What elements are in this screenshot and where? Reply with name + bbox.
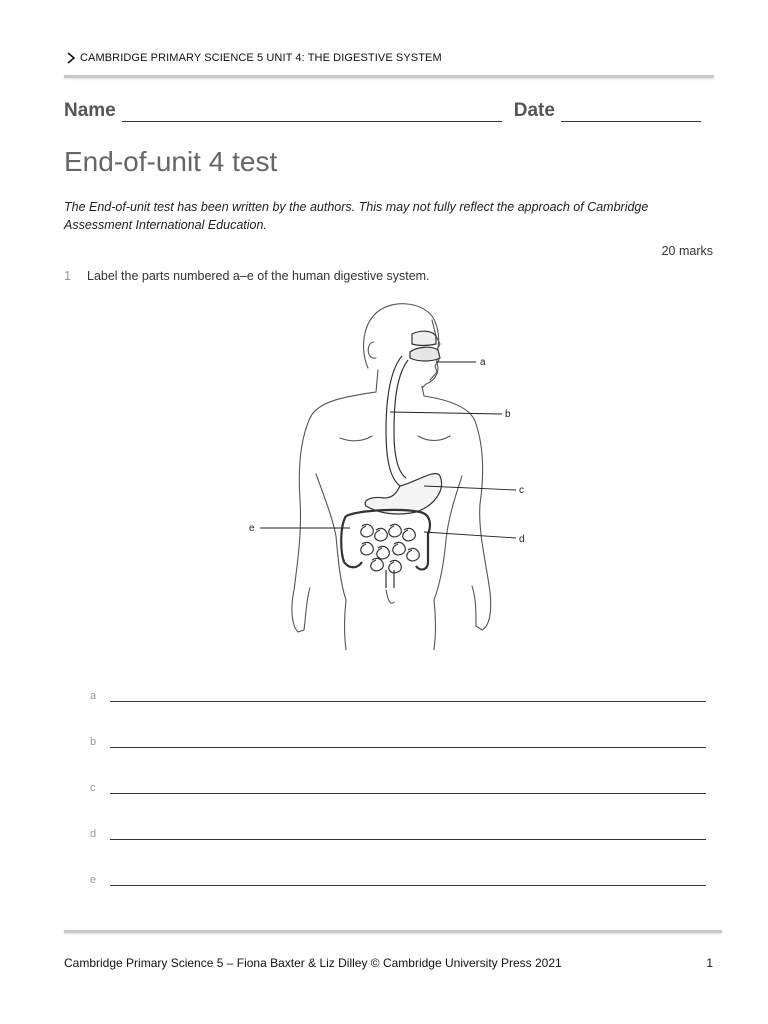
answer-row-e[interactable] [90,870,706,886]
footer-rule [64,930,722,933]
answer-line[interactable] [110,792,706,794]
date-label: Date [513,100,555,121]
mouth-cavity [410,347,440,361]
header-rule [64,75,714,78]
chevron-right-icon [66,52,76,64]
total-marks: 20 marks [661,244,713,258]
page-number: 1 [706,956,713,970]
answer-letter: a [90,690,97,702]
answer-letter: e [90,874,97,886]
footer-credit: Cambridge Primary Science 5 – Fiona Baxter & Liz Dilley © Cambridge University Press 2021 [64,956,562,970]
crotch [386,590,394,603]
answer-line[interactable] [110,700,706,702]
question-text: Label the parts numbered a–e of the human digestive system. [87,269,430,283]
right-leg [434,600,436,650]
name-field[interactable] [122,102,502,122]
answer-line[interactable] [110,884,706,886]
leader-d [424,532,516,538]
answer-row-d[interactable] [90,824,706,840]
answer-letter: c [90,782,96,794]
answer-line[interactable] [110,746,706,748]
name-label: Name [64,100,116,121]
small-intestine [361,524,420,573]
running-head [66,52,442,64]
chest-line-right [418,436,450,441]
intro-note: The End-of-unit test has been written by the authors. This may not fully reflect the approach of Cambridge Assessment International Education. [64,200,649,232]
leader-b [390,412,502,414]
stomach [365,474,441,514]
page-title: End-of-unit 4 test [64,146,278,177]
question-number: 1 [64,269,71,283]
label-e: e [249,523,255,534]
answer-row-c[interactable] [90,778,706,794]
answer-row-a[interactable] [90,686,706,702]
oesophagus [386,356,408,486]
neck-outline [376,370,424,396]
ear [368,342,376,358]
running-head-text: CAMBRIDGE PRIMARY SCIENCE 5 UNIT 4: THE DIGESTIVE SYSTEM [80,52,442,64]
answer-row-b[interactable] [90,732,706,748]
answer-line[interactable] [110,838,706,840]
chest-line-left [340,436,372,441]
digestive-system-diagram [240,300,530,650]
date-field[interactable] [561,102,701,122]
nasal-cavity [412,331,436,345]
label-b: b [505,409,511,420]
answer-letter: d [90,828,97,840]
right-shoulder-arm [424,396,491,630]
left-leg [345,600,347,650]
name-date-row [64,100,714,122]
label-d: d [519,534,525,545]
label-a: a [480,357,486,368]
answer-letter: b [90,736,97,748]
label-c: c [519,485,524,496]
